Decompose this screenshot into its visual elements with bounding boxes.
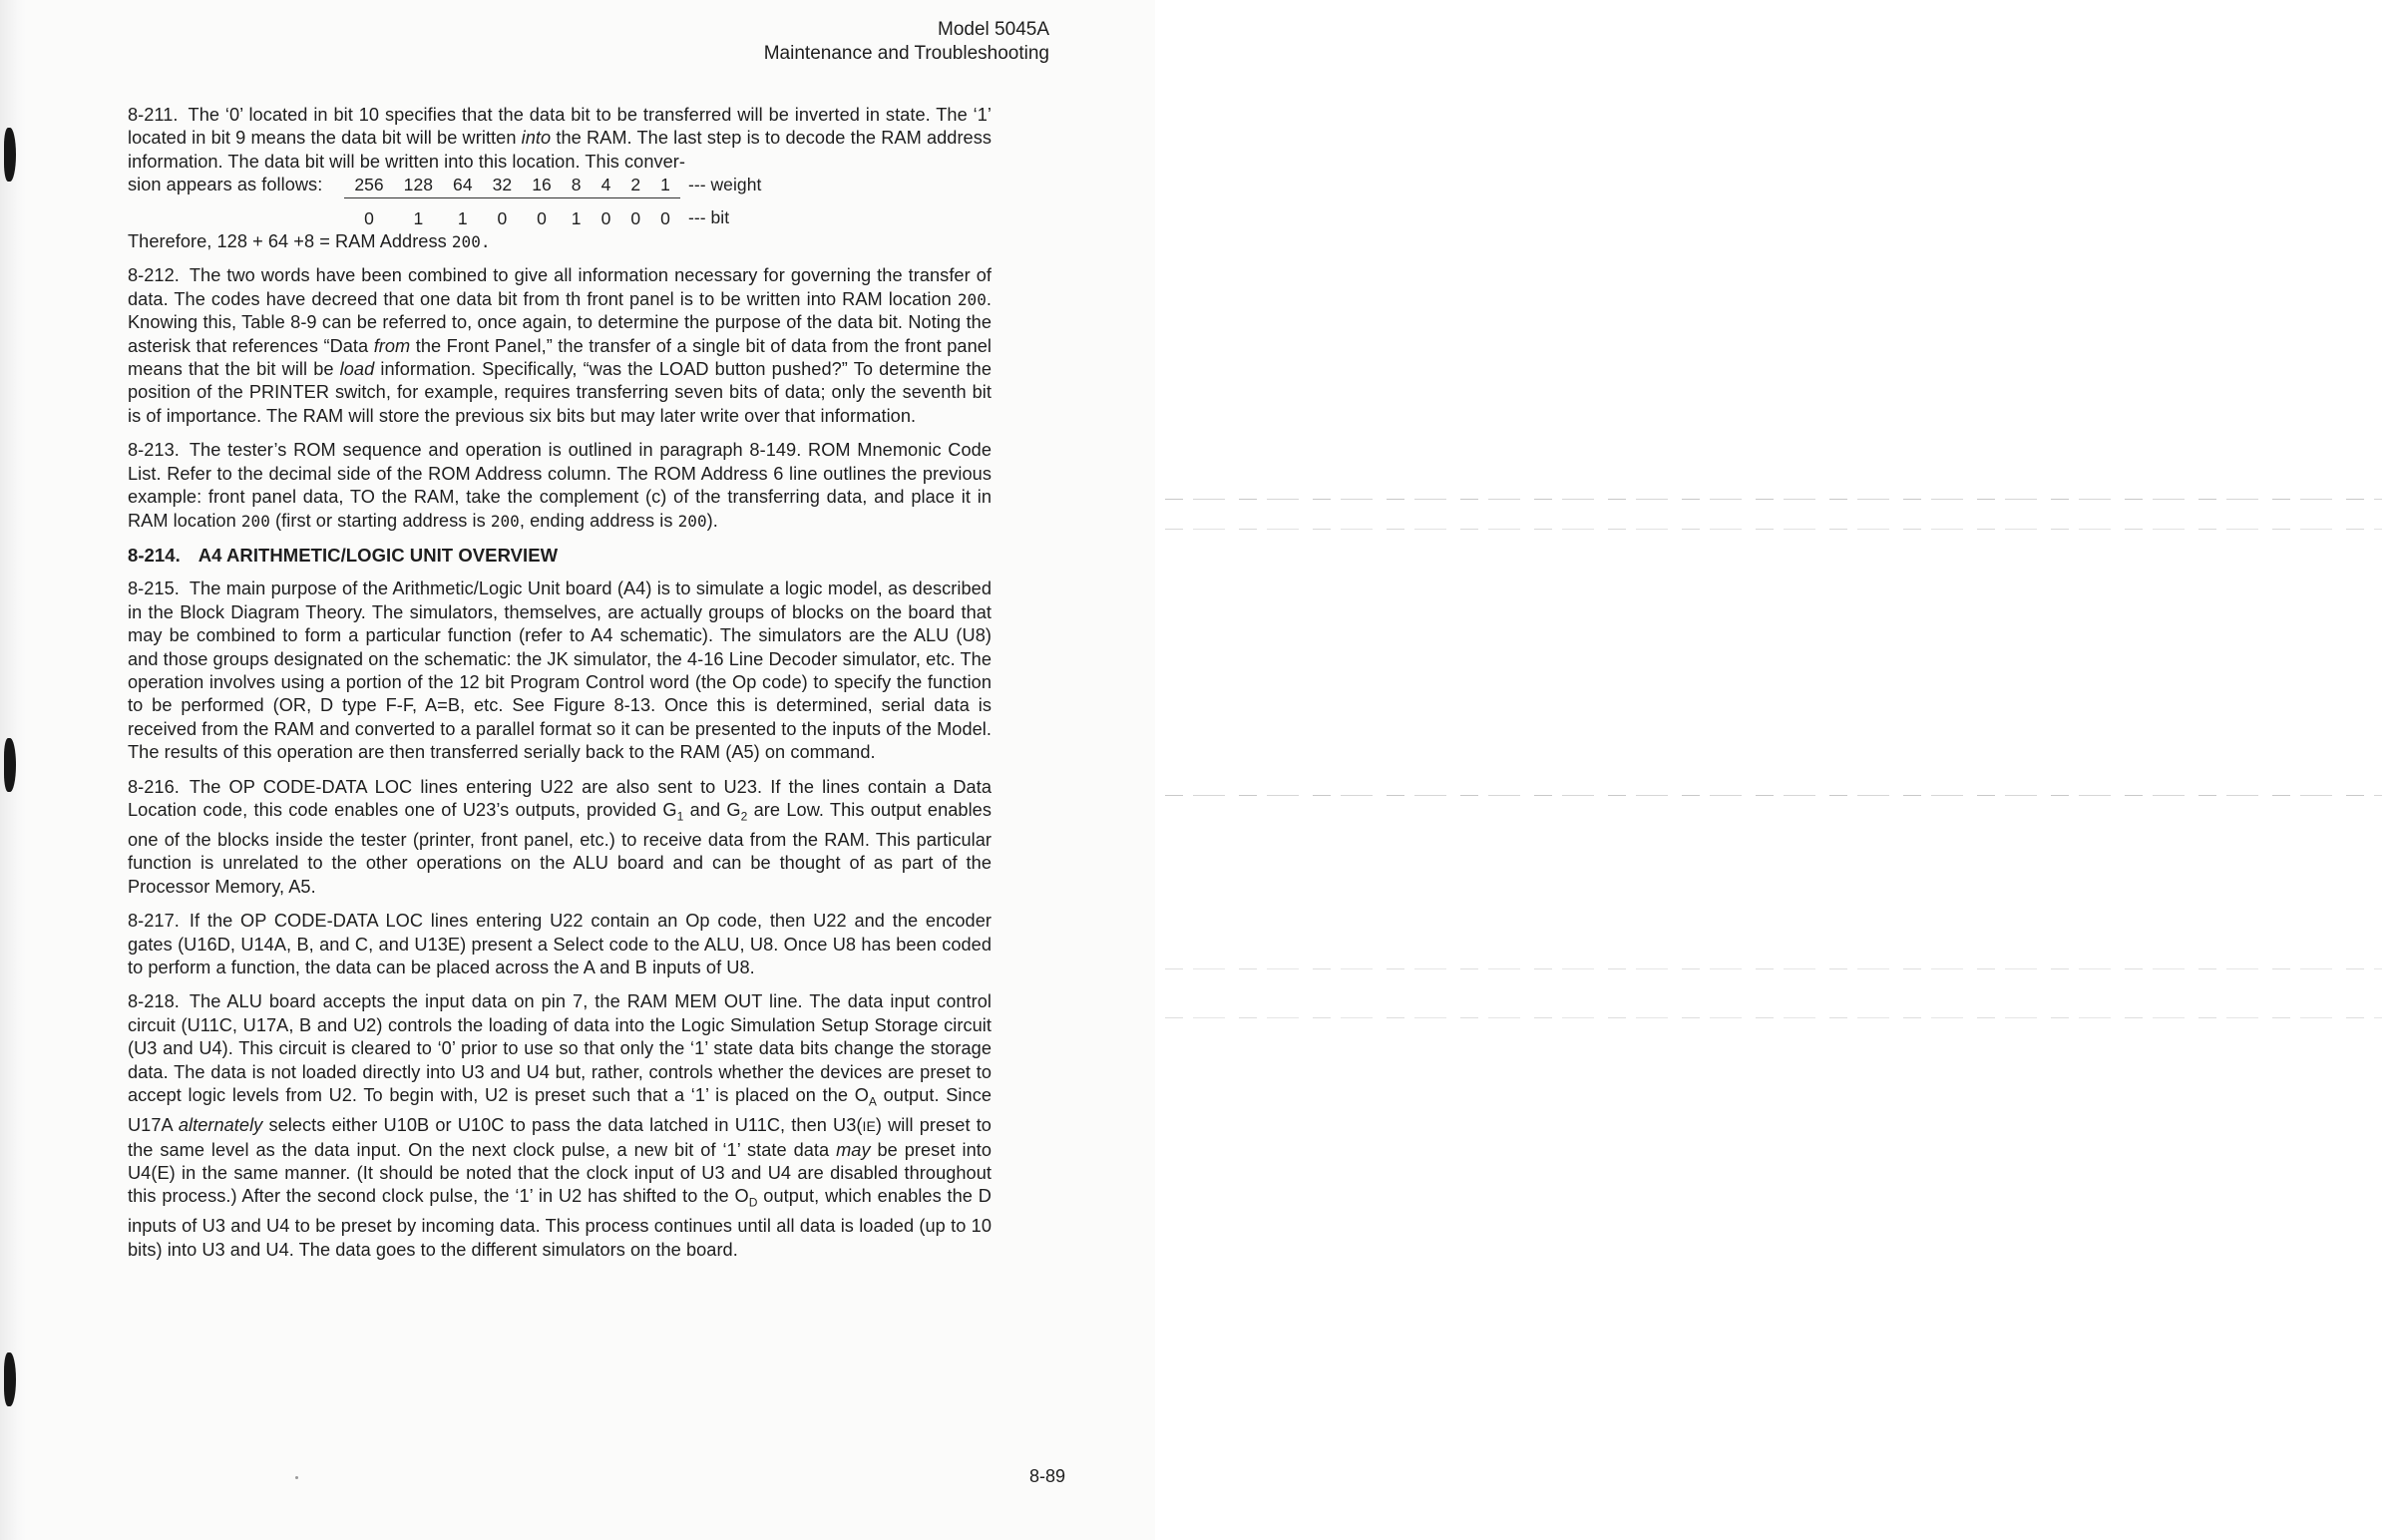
page-header xyxy=(351,18,1049,66)
weight-cell: 64 xyxy=(443,174,483,197)
section-heading-8-214 xyxy=(128,544,992,567)
bleed-through-line xyxy=(1165,529,2382,530)
document-body xyxy=(128,104,992,1273)
paragraph-8-212: 8-212. The two words have been combined to give all information necessary for governing the transfer of data. The codes have decreed that one data bit from th front panel is to be written into RAM location 200. Knowing this, Table 8-9 can be referred to, once again, to determine the purpose of the data bit. Noting the asterisk that references “Data from the Front Panel,” the transfer of a single bit of data from the front panel means that the bit will be load information. Specifically, “was the LOAD button pushed?” To determine the position of the PRINTER switch, for example, requires transferring seven bits of data; only the seventh bit is of importance. The RAM will store the previous six bits but may later write over that information. xyxy=(128,265,992,426)
bleed-through-line xyxy=(1165,968,2382,969)
paragraph-number: 8-217. xyxy=(128,911,180,932)
conversion-label: sion appears as follows: xyxy=(128,175,323,195)
scan-speck xyxy=(295,1476,298,1479)
paragraph-number: 8-216. xyxy=(128,776,180,797)
therefore-line: Therefore, 128 + 64 +8 = RAM Address 200. xyxy=(128,231,491,252)
paragraph-number: 8-211. xyxy=(128,105,179,125)
header-model: Model 5045A xyxy=(938,19,1049,40)
weight-cell: 32 xyxy=(483,174,523,197)
paragraph-8-218: 8-218. The ALU board accepts the input data on pin 7, the RAM MEM OUT line. The data input control circuit (U11C, U17A, B and U2) controls the loading of data into the Logic Simulation Setup Storage circuit (U3 and U4). This circuit is cleared to ‘0’ prior to use so that only the ‘1’ state data bits change the storage data. The data is not loaded directly into U3 and U4 but, rather, controls whether the devices are preset to accept logic levels from U2. To begin with, U2 is preset such that a ‘1’ is placed on the $O_A$ output. Since U17A alternately selects either U10B or U10C to pass the data latched in U11C, then U3(IE) will preset to the same level as the data input. On the next clock pulse, a new bit of ‘1’ state data may be preset into U4(E) in the same manner. (It should be noted that the clock input of U3 and U4 are disabled throughout this process.) After the second clock pulse, the ‘1’ in U2 has shifted to the $O_D$ output, which enables the D inputs of U3 and U4 to be preset by incoming data. This process continues until all data is loaded (up to 10 bits) into U3 and U4. The data goes to the different simulators on the board. xyxy=(128,991,993,1260)
bit-cell: 1 xyxy=(571,207,582,228)
paragraph-8-215: 8-215. The main purpose of the Arithmetic/Logic Unit board (A4) is to simulate a logic model, as described in the Block Diagram Theory. The simulators, themselves, are actually groups of blocks on the board that may be combined to form a particular function (refer to A4 schematic). The simulators are the ALU (U8) and those groups designated on the schematic: the JK simulator, the 4-16 Line Decoder simulator, etc. The operation involves using a portion of the 12 bit Program Control word (the Op code) to specify the function to be performed (OR, D type F-F, A=B, etc. See Figure 8-13. Once this is determined, serial data is received from the RAM and converted to a parallel format so it can be presented to the inputs of the Model. The results of this operation are then transferred serially back to the RAM (A5) on command. xyxy=(128,578,992,763)
bit-cell: 0 xyxy=(364,207,374,228)
conversion-block xyxy=(128,174,992,230)
weight-cell: 2 xyxy=(620,174,650,197)
weight-cell: 128 xyxy=(394,174,443,197)
paragraph-8-213: 8-213. The tester’s ROM sequence and operation is outlined in paragraph 8-149. ROM Mnemonic Code List. Refer to the decimal side of the ROM Address column. The ROM Address 6 line outlines the previous example: front panel data, TO the RAM, take the complement (c) of the transferring data, and place it in RAM location 200 (first or starting address is 200, ending address is 200). xyxy=(128,440,992,531)
weight-cell: 4 xyxy=(592,174,621,197)
binder-hole-middle xyxy=(4,738,16,792)
paragraph-number: 8-212. xyxy=(128,265,180,286)
bit-cell: 1 xyxy=(457,207,468,228)
weight-cell: 8 xyxy=(562,174,592,197)
bit-weight-table xyxy=(344,174,771,230)
header-section: Maintenance and Troubleshooting xyxy=(763,43,1049,64)
weight-cell: 256 xyxy=(344,174,393,197)
binder-hole-top xyxy=(4,128,16,182)
paragraph-8-217: 8-217. If the OP CODE-DATA LOC lines entering U22 contain an Op code, then U22 and the encoder gates (U16D, U14A, B, and C, and U13E) present a Select code to the ALU, U8. Once U8 has been coded to perform a function, the data can be placed across the A and B inputs of U8. xyxy=(128,911,992,978)
bit-row xyxy=(344,197,771,230)
bit-cell: 0 xyxy=(497,207,508,228)
weight-cell: 16 xyxy=(522,174,562,197)
bit-cell: 0 xyxy=(600,207,611,228)
heading-title: A4 ARITHMETIC/LOGIC UNIT OVERVIEW xyxy=(198,544,559,566)
paragraph-number: 8-213. xyxy=(128,440,180,461)
bit-label: --- bit xyxy=(687,207,730,228)
right-page-blank xyxy=(1155,0,2392,1540)
bit-cell: 0 xyxy=(630,207,641,228)
heading-number: 8-214. xyxy=(128,544,181,566)
weight-label: --- weight xyxy=(687,175,762,195)
paragraph-8-216: 8-216. The OP CODE-DATA LOC lines entering U22 are also sent to U23. If the lines contain a Data Location code, this code enables one of U23’s outputs, provided $G_1$ and $G_2$ are Low. This output enables one of the blocks inside the tester (printer, front panel, etc.) to receive data from the RAM. This particular function is unrelated to the other operations on the ALU board and can be thought of as part of the Processor Memory, A5. xyxy=(128,776,992,897)
paragraph-8-211: 8-211. The ‘0’ located in bit 10 specifies that the data bit to be transferred will be inverted in state. The ‘1’ located in bit 9 means the data bit will be written into the RAM. The last step is to decode the RAM address information. The data bit will be written into this location. This conver- xyxy=(128,105,992,172)
weight-cell: 1 xyxy=(650,174,680,197)
bleed-through-line xyxy=(1165,1017,2382,1018)
binder-hole-bottom xyxy=(4,1352,16,1406)
bit-cell: 0 xyxy=(660,207,670,228)
weight-row xyxy=(344,174,771,197)
bleed-through-line xyxy=(1165,499,2382,500)
page-number: 8-89 xyxy=(1029,1466,1066,1486)
paragraph-number: 8-215. xyxy=(128,578,180,599)
bit-cell: 1 xyxy=(413,207,424,228)
left-page xyxy=(0,0,1155,1540)
bit-cell: 0 xyxy=(537,207,547,228)
paragraph-number: 8-218. xyxy=(128,991,180,1012)
bleed-through-line xyxy=(1165,795,2382,796)
